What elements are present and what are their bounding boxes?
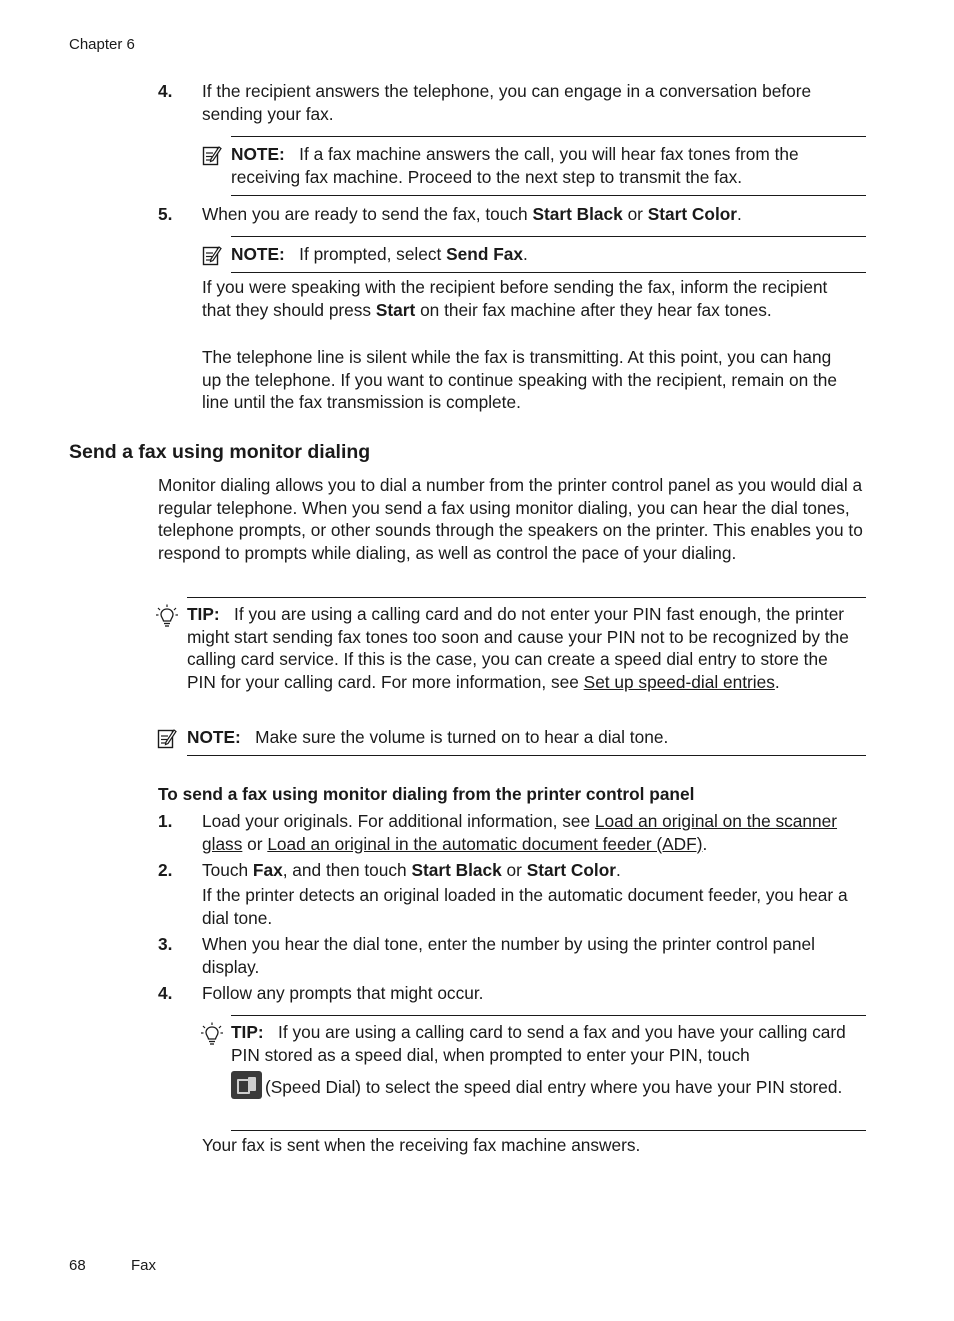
step-text: If the recipient answers the telephone, you can engage in a conversation before sending your fax. xyxy=(202,81,812,124)
note-bottom-rule xyxy=(231,195,866,196)
step-text-part: or xyxy=(501,860,527,880)
tip-label: TIP: xyxy=(187,604,220,624)
lightbulb-icon xyxy=(201,1022,223,1046)
step-text-part: or xyxy=(242,833,268,854)
start-label: Start xyxy=(375,299,416,320)
note-body xyxy=(231,243,866,266)
step-subtext: If the printer detects an original loaded in the automatic document feeder, you hear a dial tone. xyxy=(202,885,848,928)
procedure-heading: To send a fax using monitor dialing from the printer control panel xyxy=(158,784,695,804)
step-text-part: . xyxy=(702,833,708,854)
paragraph: The telephone line is silent while the fax is transmitting. At this point, you can hang up the telephone. If you want to continue speaking with the recipient, remain on the line until the fax transmission is complete. xyxy=(202,347,838,413)
note-body xyxy=(231,143,866,188)
note-icon xyxy=(157,727,177,749)
note-top-rule xyxy=(231,136,866,137)
step-text xyxy=(202,203,867,226)
start-color-label: Start Color xyxy=(526,860,617,880)
section-heading: Send a fax using monitor dialing xyxy=(69,441,371,463)
step-text-part: . xyxy=(616,860,621,880)
step-number: 4. xyxy=(158,81,173,101)
step-text-part: , and then touch xyxy=(282,860,412,880)
tip-text: (Speed Dial) to select the speed dial entry where you have your PIN stored. xyxy=(265,1077,843,1097)
step-text: Follow any prompts that might occur. xyxy=(202,983,484,1003)
speed-dial-icon xyxy=(231,1071,262,1099)
note-label: NOTE: xyxy=(231,244,285,264)
note-icon xyxy=(202,244,222,266)
adf-link[interactable]: Load an original in the automatic document feeder (ADF) xyxy=(267,833,703,854)
section-intro: Monitor dialing allows you to dial a number from the printer control panel as you would dial a regular telephone. When you send a fax using monitor dialing, you can hear the dial tones, telephone prompts, or other sounds through the speakers on the printer. This enables you to respond to prompts while dialing, as well as control the pace of your dialing. xyxy=(158,475,863,563)
tip-top-rule xyxy=(231,1015,866,1016)
step-number: 1. xyxy=(158,811,173,831)
send-fax-label: Send Fax xyxy=(446,244,523,264)
note-text: Make sure the volume is turned on to hear a dial tone. xyxy=(255,727,669,747)
note-label: NOTE: xyxy=(231,144,285,164)
note-top-rule xyxy=(231,236,866,237)
tip-label: TIP: xyxy=(231,1022,264,1042)
step-text-part: When you are ready to send the fax, touch xyxy=(202,204,533,224)
tip-bottom-rule xyxy=(231,1130,866,1131)
tip-top-rule xyxy=(187,597,866,598)
chapter-header: Chapter 6 xyxy=(69,36,135,53)
step-text xyxy=(202,859,867,882)
note-bottom-rule xyxy=(231,272,866,273)
fax-label: Fax xyxy=(252,860,283,880)
start-black-label: Start Black xyxy=(532,204,623,224)
tip-text: . xyxy=(774,671,780,692)
step-text xyxy=(202,810,842,855)
page-number: 68 xyxy=(69,1257,86,1274)
footer-section: Fax xyxy=(131,1257,157,1274)
tip-text: If you are using a calling card and do not enter your PIN fast enough, the printer might start sending fax tones too soon and cause your PIN not to be recognized by the calling card service. If this is the case, you can create a speed dial entry to store the PIN for your calling card. For more information, see xyxy=(187,604,849,692)
note-icon xyxy=(202,144,222,166)
scanner-glass-link[interactable]: Load an original on the scanner glass xyxy=(202,811,838,854)
step-number: 2. xyxy=(158,860,173,880)
speed-dial-link[interactable]: Set up speed-dial entries xyxy=(583,671,775,692)
lightbulb-icon xyxy=(156,604,178,628)
step-text-part: Touch xyxy=(202,860,253,880)
tip-body xyxy=(187,603,849,693)
note-text: If a fax machine answers the call, you will hear fax tones from the receiving fax machine. Proceed to the next step to transmit the fax. xyxy=(231,144,799,187)
step-number: 3. xyxy=(158,934,173,954)
tip-bottom-rule xyxy=(187,755,866,756)
step-text-part: . xyxy=(737,204,742,224)
note-text: . xyxy=(522,244,528,264)
step-text: When you hear the dial tone, enter the number by using the printer control panel display. xyxy=(202,934,815,977)
tip-body xyxy=(231,1021,851,1066)
step-text-part: or xyxy=(622,204,648,224)
step-number: 4. xyxy=(158,983,173,1003)
paragraph-text: on their fax machine after they hear fax tones. xyxy=(415,299,772,320)
start-black-label: Start Black xyxy=(411,860,502,880)
note-label: NOTE: xyxy=(187,727,241,747)
note-body xyxy=(187,726,857,749)
note-text: If prompted, select xyxy=(299,244,447,264)
start-color-label: Start Color xyxy=(647,204,738,224)
paragraph-text: If you were speaking with the recipient before sending the fax, inform the recipient that they should press xyxy=(202,277,828,320)
tip-text: If you are using a calling card to send a fax and you have your calling card PIN stored as a speed dial, when prompted to enter your PIN, touch xyxy=(231,1022,846,1065)
tip-body-continued xyxy=(231,1071,851,1099)
step-text-part: Load your originals. For additional information, see xyxy=(202,811,595,831)
step-number: 5. xyxy=(158,204,173,224)
final-paragraph: Your fax is sent when the receiving fax machine answers. xyxy=(202,1135,641,1155)
paragraph xyxy=(202,276,842,321)
